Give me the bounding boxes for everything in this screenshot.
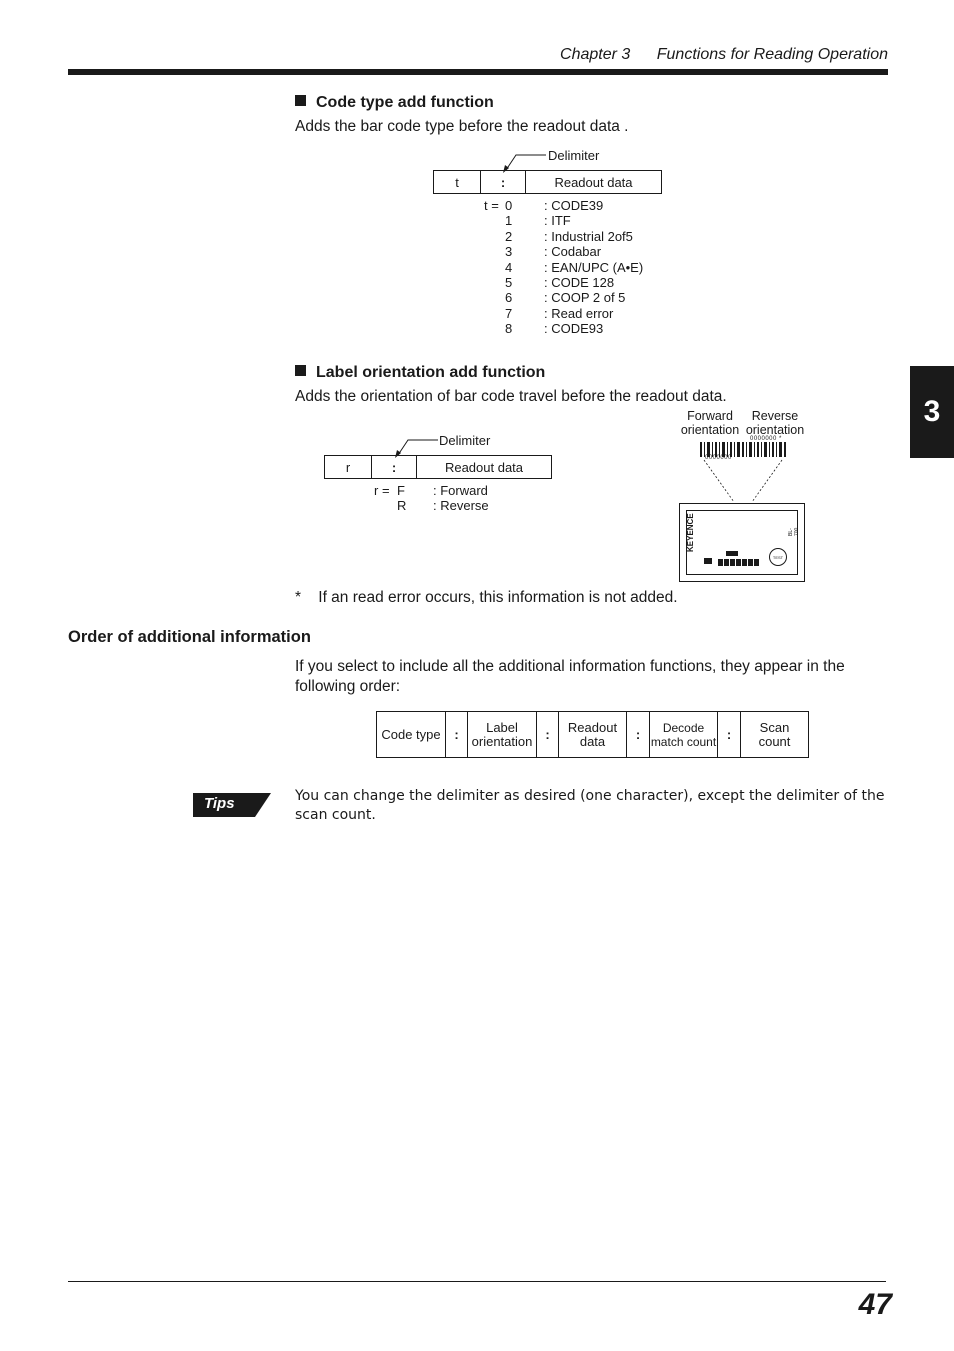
reader-led-icon xyxy=(704,558,712,564)
code-type-heading: Code type add function xyxy=(295,94,494,112)
order-field-code-type: Code type xyxy=(381,726,441,742)
format-readout-data: Readout data xyxy=(525,171,661,193)
list-item: 7 : Read error xyxy=(505,305,614,321)
reader-indicator-icon xyxy=(726,551,738,556)
bullet-square-icon xyxy=(295,365,306,376)
barcode-bottom-text: * 0000000 xyxy=(700,455,732,461)
format-readout-data: Readout data xyxy=(416,456,551,478)
format-delimiter: : xyxy=(371,456,416,478)
reader-indicator-icon xyxy=(718,559,760,566)
read-error-note: * If an read error occurs, this information is not added. xyxy=(295,589,678,606)
scan-beam-lines xyxy=(700,458,786,504)
chapter-tab: 3 xyxy=(910,366,954,458)
reader-brand: KEYENCE xyxy=(686,513,695,552)
footer-rule xyxy=(68,1281,886,1282)
order-description: If you select to include all the additional information functions, they appear in the following order: xyxy=(295,658,845,695)
format-field-t: t xyxy=(455,174,459,190)
format-delimiter: : xyxy=(480,171,525,193)
reader-model: BL-700 xyxy=(788,527,800,536)
list-item: 8 : CODE93 xyxy=(505,321,604,337)
order-field-decode-match-count: Decode match count xyxy=(649,712,717,757)
page-header xyxy=(560,46,888,64)
list-item: R : Reverse xyxy=(397,498,489,514)
reverse-orientation-label: Reverse orientation xyxy=(745,409,805,437)
tips-text: You can change the delimiter as desired (one character), except the delimiter of the scan count. xyxy=(295,788,885,823)
order-field-label-orientation: Label orientation xyxy=(467,712,536,757)
order-delimiter: : xyxy=(626,712,649,757)
order-delimiter: : xyxy=(445,712,467,757)
code-type-value-list xyxy=(505,198,643,337)
tips-badge xyxy=(193,793,271,817)
order-field-scan-count: Scan count xyxy=(740,712,808,757)
order-format-box xyxy=(376,711,809,758)
label-orientation-value-list xyxy=(397,483,489,514)
list-item: 6 : COOP 2 of 5 xyxy=(505,290,626,306)
order-heading: Order of additional information xyxy=(68,628,311,646)
bullet-square-icon xyxy=(295,95,306,106)
chapter-title: Functions for Reading Operation xyxy=(656,46,888,63)
delimiter-label: Delimiter xyxy=(439,433,491,448)
list-item: 2 : Industrial 2of5 xyxy=(505,228,633,244)
label-orientation-heading: Label orientation add function xyxy=(295,364,545,382)
code-type-description: Adds the bar code type before the readout data . xyxy=(295,118,629,135)
list-item: 4 : EAN/UPC (A•E) xyxy=(505,259,644,275)
header-rule xyxy=(68,69,888,75)
tips-label: Tips xyxy=(204,795,235,812)
reader-test-button: TEST xyxy=(769,548,787,566)
format-field-r: r xyxy=(345,459,351,475)
delimiter-label: Delimiter xyxy=(548,148,600,163)
list-item: 3 : Codabar xyxy=(505,244,602,260)
barcode-reader-illustration xyxy=(679,503,805,582)
chapter-label: Chapter 3 xyxy=(560,46,631,63)
code-type-format-box xyxy=(433,170,662,194)
barcode-top-text: 0000000 * xyxy=(750,436,782,442)
order-delimiter: : xyxy=(717,712,740,757)
list-item: 1 : ITF xyxy=(505,213,571,229)
label-orientation-format-box xyxy=(324,455,552,479)
list-item: F : Forward xyxy=(397,483,488,498)
label-orientation-var-prefix: r = xyxy=(374,483,390,498)
list-item: 0 : CODE39 xyxy=(505,198,604,213)
forward-orientation-label: Forward orientation xyxy=(680,409,740,437)
code-type-var-prefix: t = xyxy=(484,198,499,213)
page-number: 47 xyxy=(858,1288,892,1321)
label-orientation-description: Adds the orientation of bar code travel before the readout data. xyxy=(295,388,727,405)
list-item: 5 : CODE 128 xyxy=(505,275,615,291)
order-delimiter: : xyxy=(536,712,558,757)
order-field-readout-data: Readout data xyxy=(558,712,626,757)
